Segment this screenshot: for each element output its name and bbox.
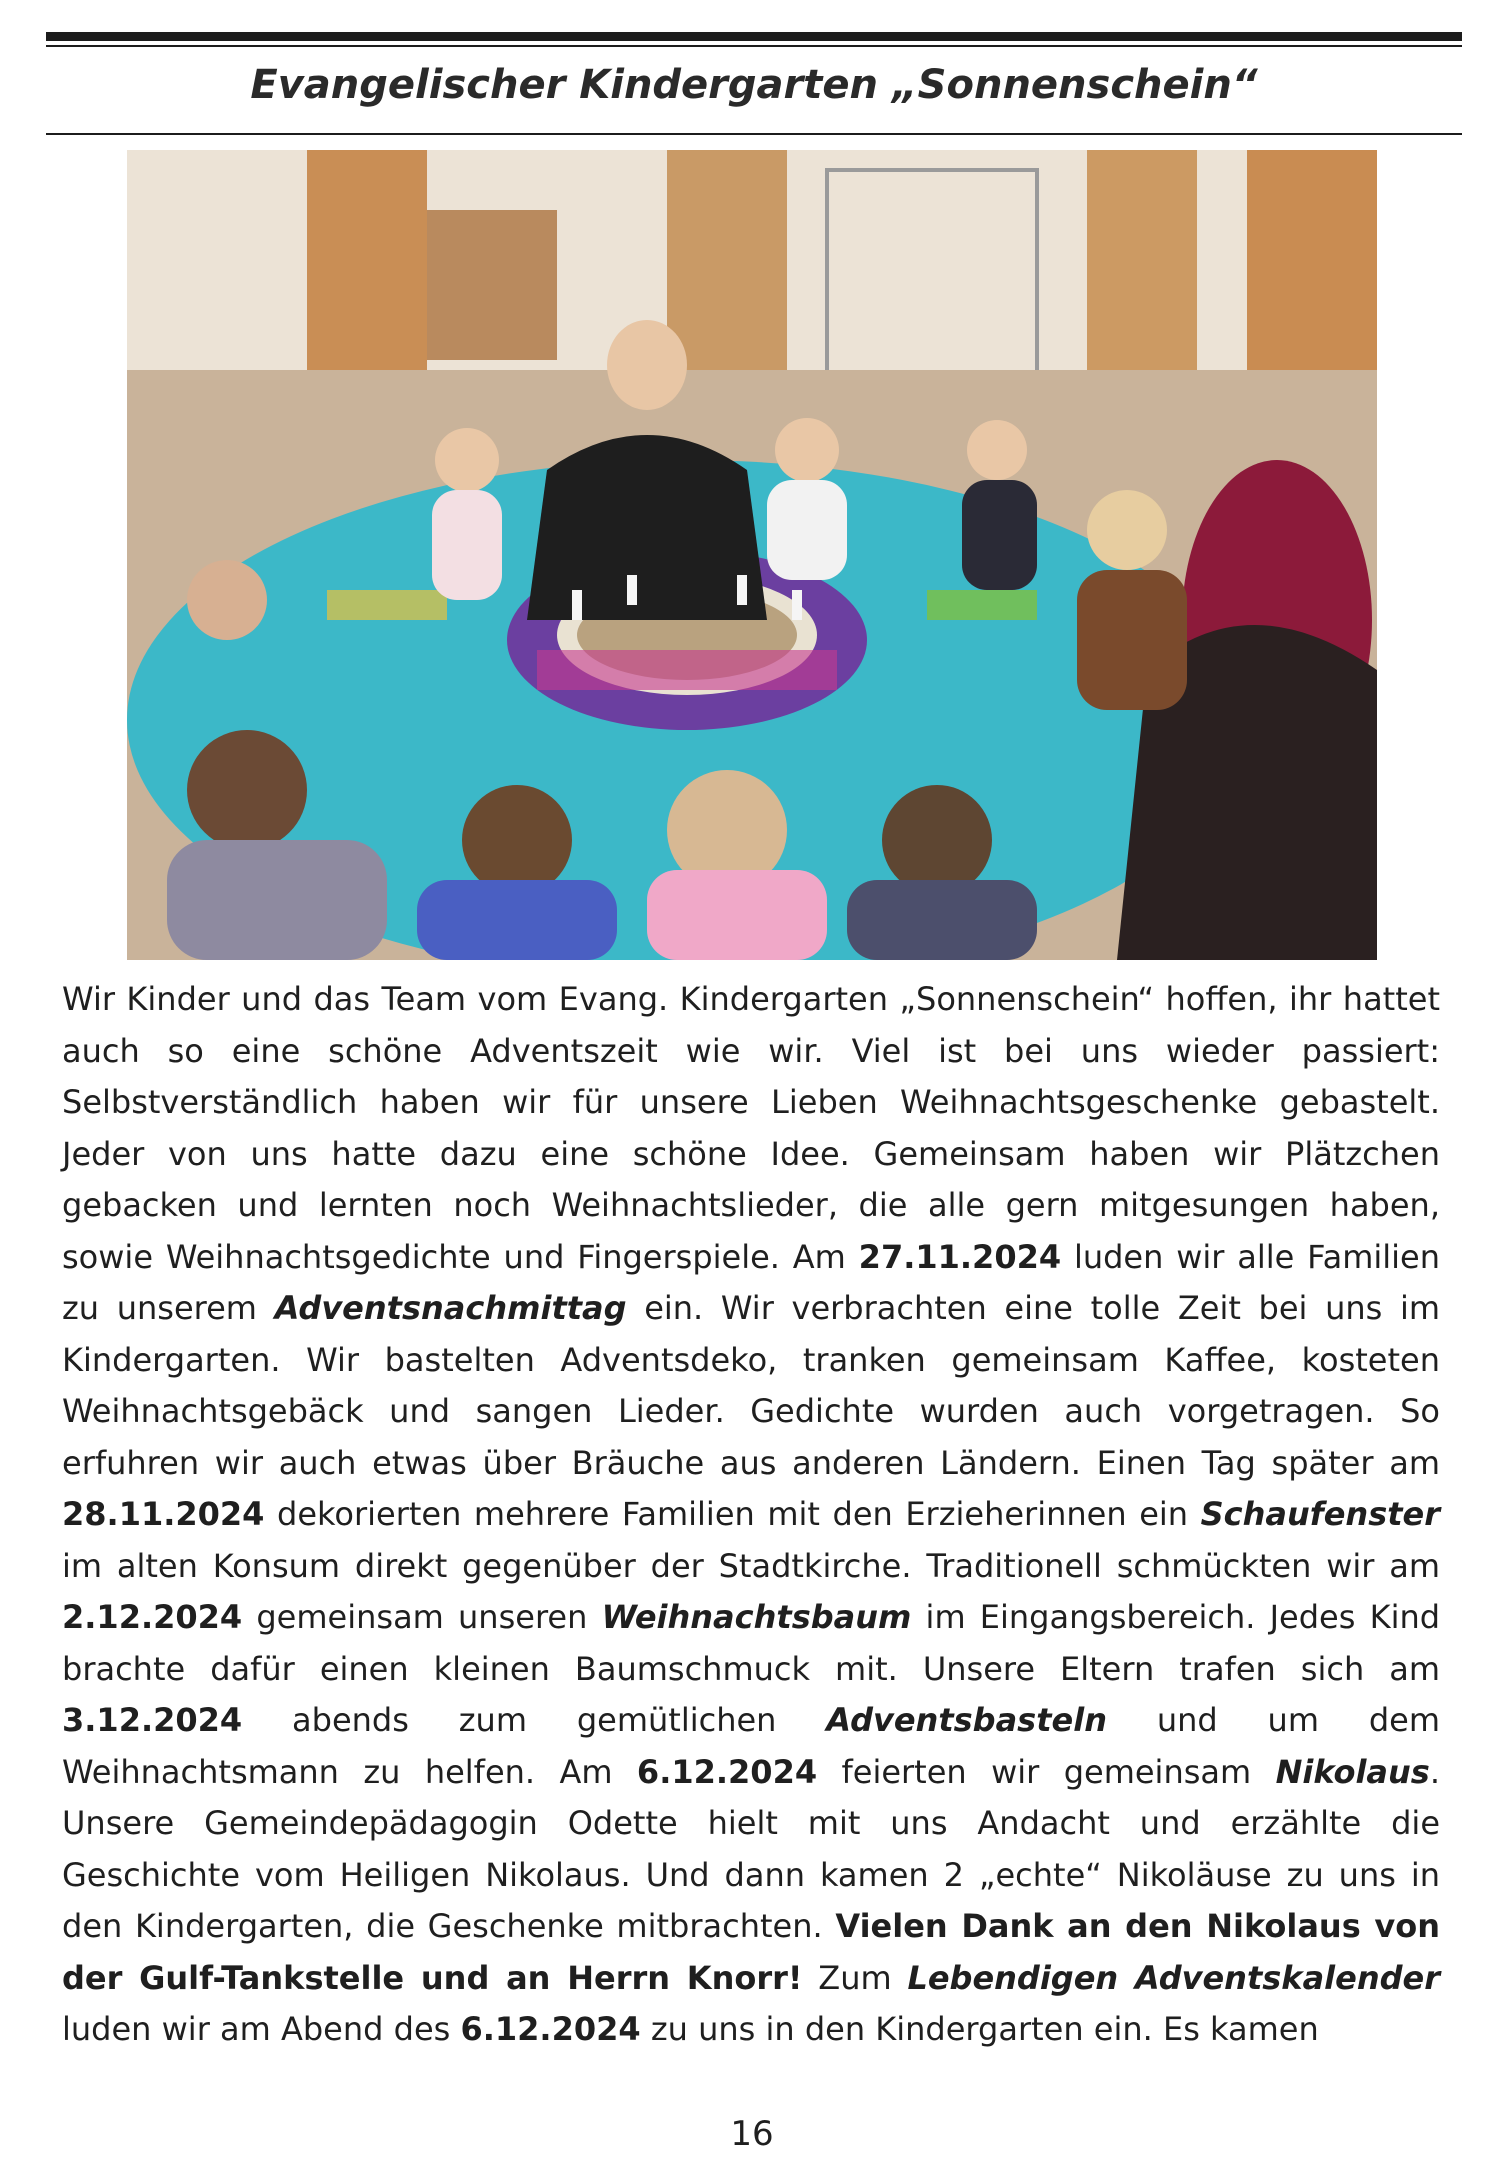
event-name: Adventsnachmittag xyxy=(274,1289,627,1327)
date-highlight: 3.12.2024 xyxy=(62,1701,243,1739)
event-name: Nikolaus xyxy=(1275,1752,1430,1791)
kindergarten-photo xyxy=(127,150,1377,960)
photo-illustration xyxy=(127,150,1377,960)
date-highlight: 2.12.2024 xyxy=(62,1598,243,1636)
title-underline xyxy=(46,133,1462,135)
event-name: Adventsbasteln xyxy=(826,1701,1107,1739)
header-rule-thick xyxy=(46,32,1462,41)
article-text: . Unsere Gemeindepädagogin Odette hielt mit uns Andacht und erzählte die Geschichte vom Heiligen Nikolaus. Und dann kamen 2 „echte“ Nikoläuse zu uns in den Kindergarten, die Geschenke mitbrachten. xyxy=(62,1752,1440,1945)
article-text: und um dem Weihnachtsmann zu helfen. Am xyxy=(62,1701,1440,1791)
event-name: Weihnachtsbaum xyxy=(601,1598,912,1636)
article-text: zu uns in den Kindergarten ein. Es kamen xyxy=(650,2010,1319,2048)
page-title: Evangelischer Kindergarten „Sonnenschein“ xyxy=(250,62,1258,108)
event-name: Lebendigen Adventskalender xyxy=(907,1958,1441,1997)
article-text: dekorierten mehrere Familien mit den Erzieherinnen ein xyxy=(277,1495,1189,1533)
article-text: im Eingangsbereich. Jedes Kind brachte dafür einen kleinen Baumschmuck mit. Unsere Eltern trafen sich am xyxy=(62,1598,1441,1688)
date-highlight: 6.12.2024 xyxy=(460,2010,641,2048)
date-highlight: 28.11.2024 xyxy=(62,1495,265,1533)
article-text: luden wir am Abend des xyxy=(62,2010,451,2048)
article-text: luden wir alle Familien zu unserem xyxy=(62,1237,1441,1327)
article-text: Wir Kinder und das Team vom Evang. Kindergarten „Sonnenschein“ hoffen, ihr hattet auch so eine schöne Adventszeit wie wir. Viel ist bei uns wieder passiert: Selbstverständlich haben wir für unsere Lieben Weihnachtsgeschenke gebastelt. Jeder von uns hatte dazu eine schöne Idee. Gemeinsam haben wir Plätzchen gebacken und lernten noch Weihnachtslieder, die alle gern mitgesungen haben, sowie Weihnachtsgedichte und Fingerspiele. Am xyxy=(62,980,1440,1276)
header-rule-thin xyxy=(46,45,1462,47)
date-highlight: 27.11.2024 xyxy=(858,1237,1062,1276)
event-name: Schaufenster xyxy=(1200,1495,1441,1533)
article-text: abends zum gemütlichen xyxy=(292,1701,777,1739)
article-body xyxy=(62,974,1440,2056)
article-text: gemeinsam unseren xyxy=(256,1598,588,1636)
article-text: im alten Konsum direkt gegenüber der Stadtkirche. Traditionell schmückten wir am xyxy=(62,1546,1440,1585)
article-text: ein. Wir verbrachten eine tolle Zeit bei uns im Kindergarten. Wir bastelten Adventsdeko, tranken gemeinsam Kaffee, kosteten Weihnachtsgebäck und sangen Lieder. Gedichte wurden auch vorgetragen. So erfuhren wir auch etwas über Bräuche aus anderen Ländern. Einen Tag später am xyxy=(62,1289,1441,1482)
thanks-note: Vielen Dank an den Nikolaus von der Gulf-Tankstelle und an Herrn Knorr! xyxy=(62,1907,1441,1997)
article-text: feierten wir gemeinsam xyxy=(841,1752,1252,1791)
date-highlight: 6.12.2024 xyxy=(636,1752,818,1791)
page-number: 16 xyxy=(730,2114,774,2154)
article-text: Zum xyxy=(818,1958,892,1997)
